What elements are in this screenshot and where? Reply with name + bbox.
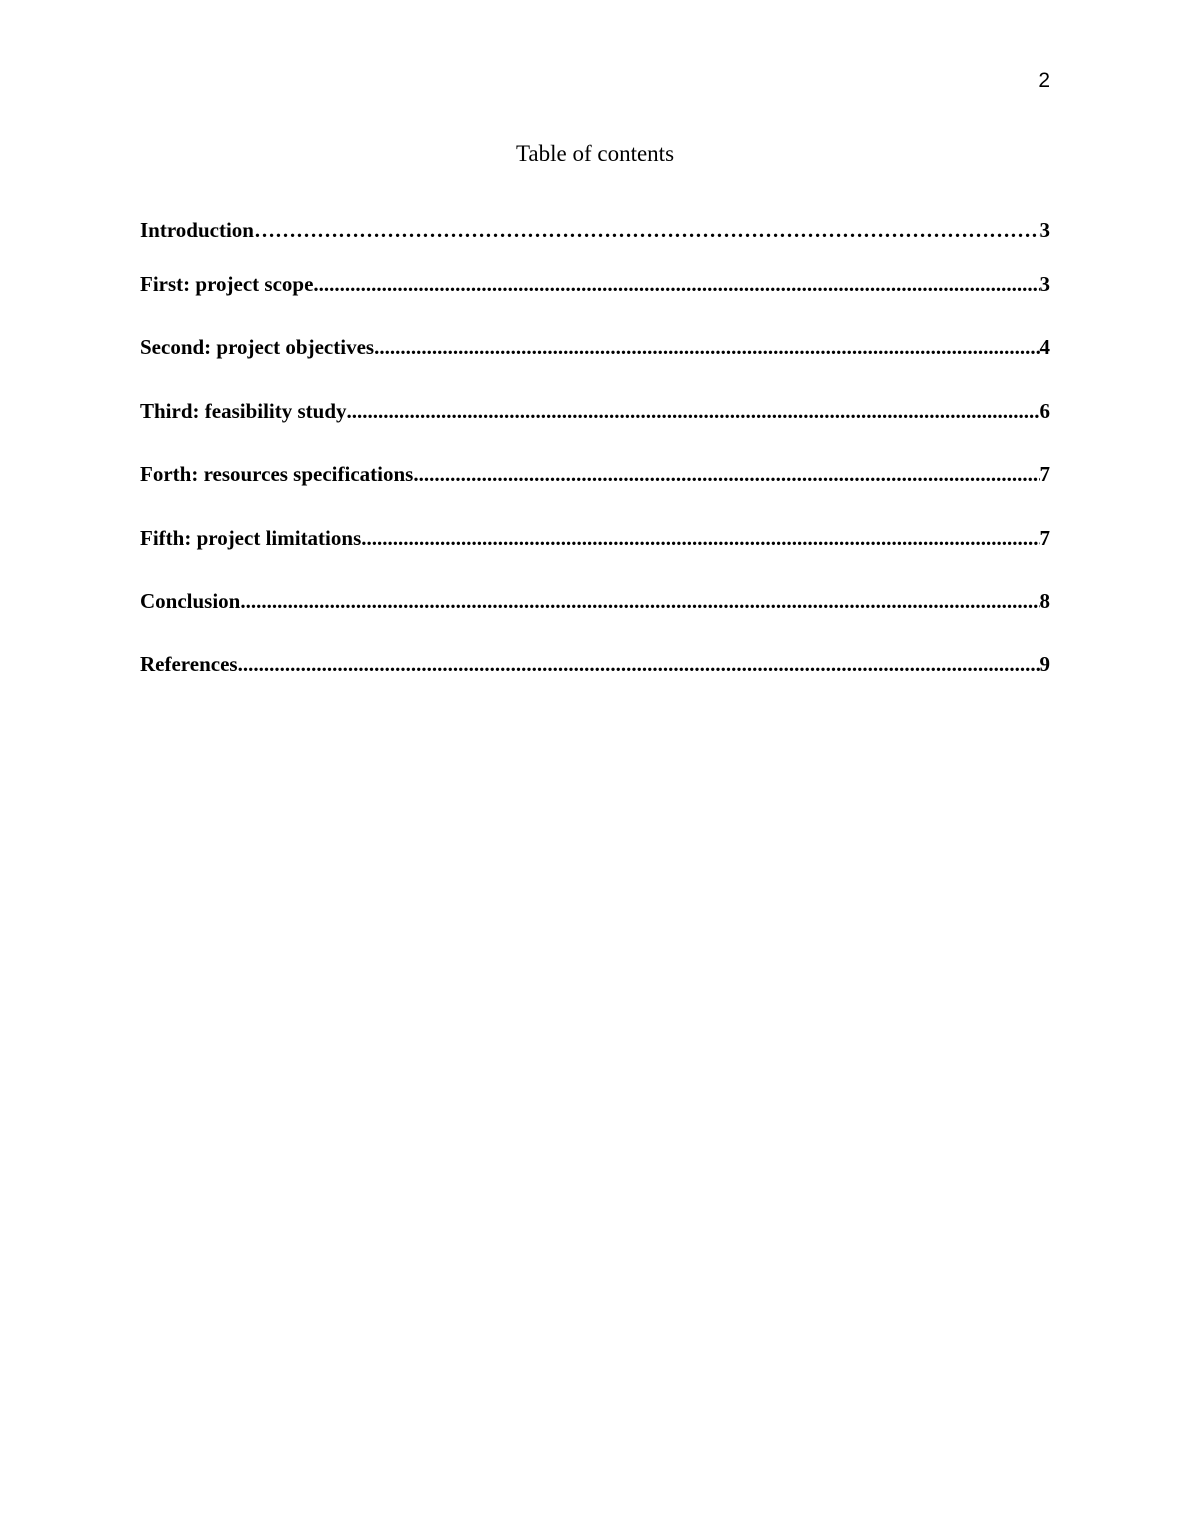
toc-entry-project-limitations[interactable] <box>140 524 1050 552</box>
toc-dot-leader <box>413 460 1039 488</box>
toc-entry-title: First: project scope <box>140 272 314 296</box>
toc-entry-introduction[interactable] <box>140 216 1050 244</box>
toc-dot-leader <box>254 216 1040 244</box>
toc-dot-leader <box>347 397 1040 425</box>
toc-entry-project-objectives[interactable] <box>140 333 1050 361</box>
toc-entry-page: 7 <box>1039 526 1050 550</box>
toc-entry-resources-specifications[interactable] <box>140 460 1050 488</box>
toc-dot-leader <box>313 270 1039 298</box>
toc-entry-page: 8 <box>1039 589 1050 613</box>
toc-title: Table of contents <box>515 141 675 166</box>
toc-entry-conclusion[interactable] <box>140 587 1050 615</box>
toc-entry-page: 3 <box>1039 272 1050 296</box>
toc-entry-title: Fifth: project limitations <box>140 526 362 550</box>
toc-entry-page: 4 <box>1039 335 1050 359</box>
toc-entry-title: Introduction <box>140 218 254 242</box>
toc-entry-references[interactable] <box>140 650 1050 678</box>
toc-dot-leader <box>240 587 1039 615</box>
toc-entry-page: 3 <box>1039 218 1050 242</box>
page-number: 2 <box>1038 69 1050 92</box>
toc-entry-project-scope[interactable] <box>140 270 1050 298</box>
toc-entry-title: Third: feasibility study <box>140 399 347 423</box>
toc-dot-leader <box>238 650 1040 678</box>
toc-entry-page: 7 <box>1039 462 1050 486</box>
toc-entry-page: 9 <box>1039 652 1050 676</box>
toc-entry-title: References <box>140 652 238 676</box>
toc-entry-page: 6 <box>1039 399 1050 423</box>
toc-entry-title: Forth: resources specifications <box>140 462 414 486</box>
toc-entry-title: Second: project objectives <box>140 335 375 359</box>
toc-entry-feasibility-study[interactable] <box>140 397 1050 425</box>
toc-entry-title: Conclusion <box>140 589 241 613</box>
toc-dot-leader <box>374 333 1039 361</box>
toc-dot-leader <box>361 524 1039 552</box>
